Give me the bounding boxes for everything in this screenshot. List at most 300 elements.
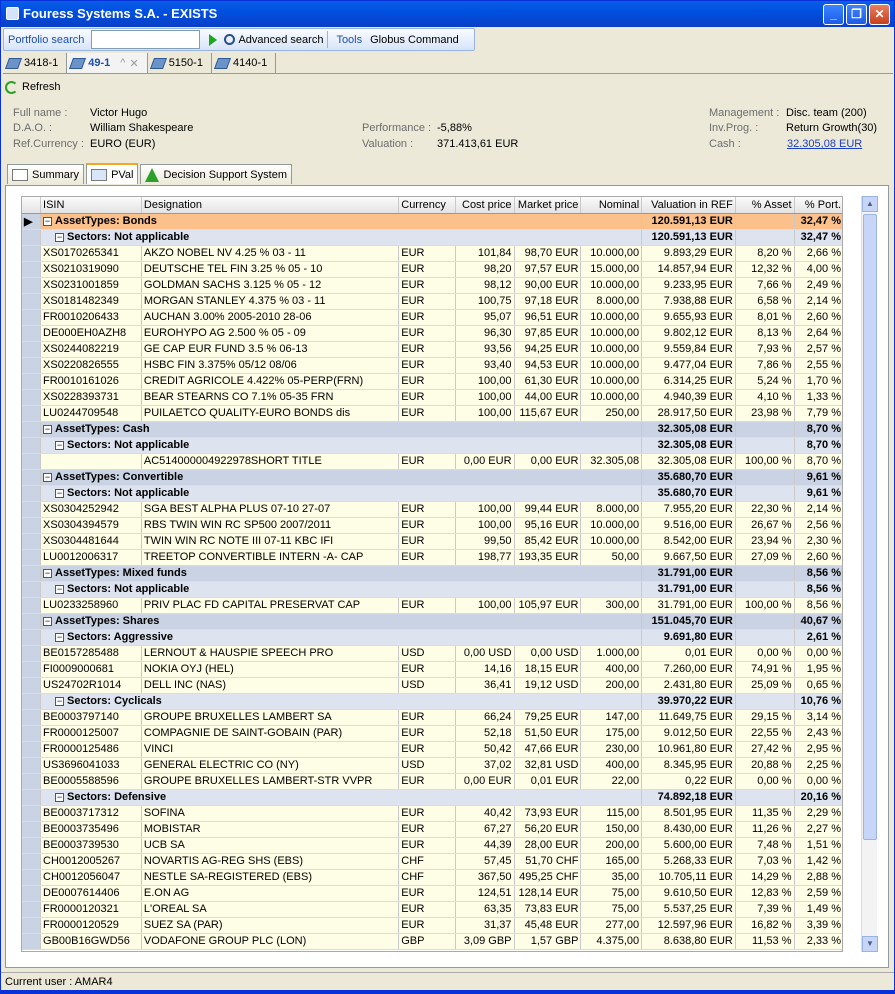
minimize-button[interactable]: _ bbox=[823, 4, 844, 25]
table-cell: 101,84 bbox=[455, 245, 514, 261]
column-header[interactable]: Cost price bbox=[455, 197, 514, 213]
table-cell: 7.260,00 EUR bbox=[642, 661, 736, 677]
refresh-label: Refresh bbox=[22, 81, 61, 93]
row-selector[interactable] bbox=[22, 469, 41, 485]
table-row[interactable] bbox=[22, 677, 843, 693]
group-port-pct: 9,61 % bbox=[794, 469, 843, 485]
table-row[interactable] bbox=[22, 805, 843, 821]
table-row[interactable] bbox=[22, 853, 843, 869]
tab-pval-label: PVal bbox=[111, 168, 134, 181]
group-label: AssetTypes: Mixed funds bbox=[55, 567, 187, 579]
column-header[interactable]: Valuation in REF bbox=[642, 197, 736, 213]
table-row[interactable] bbox=[22, 517, 843, 533]
table-cell: 277,00 bbox=[581, 917, 642, 933]
search-icon bbox=[224, 34, 235, 45]
table-cell: XS0220826555 bbox=[41, 357, 142, 373]
table-cell: EUR bbox=[399, 741, 456, 757]
column-header[interactable]: ISIN bbox=[41, 197, 142, 213]
row-selector[interactable] bbox=[22, 421, 41, 437]
group-asset-pct bbox=[735, 565, 794, 581]
table-cell: 2,57 % bbox=[794, 341, 843, 357]
row-selector[interactable] bbox=[22, 837, 41, 853]
table-cell: 10.705,11 EUR bbox=[642, 869, 736, 885]
table-cell: EUR bbox=[399, 725, 456, 741]
table-cell: FR0000120321 bbox=[41, 901, 142, 917]
table-row[interactable] bbox=[22, 869, 843, 885]
table-cell: 6,58 % bbox=[735, 293, 794, 309]
table-row[interactable] bbox=[22, 901, 843, 917]
collapse-icon[interactable]: − bbox=[56, 487, 63, 498]
row-selector[interactable] bbox=[22, 325, 41, 341]
table-cell: EUR bbox=[399, 453, 456, 469]
group-label-cell bbox=[41, 213, 642, 229]
table-cell: EUR bbox=[399, 341, 456, 357]
table-cell: 57,45 bbox=[455, 853, 514, 869]
table-cell: 44,39 bbox=[455, 837, 514, 853]
positions-table bbox=[22, 197, 843, 950]
table-cell: USD bbox=[399, 677, 456, 693]
column-header[interactable]: Designation bbox=[141, 197, 398, 213]
table-row[interactable] bbox=[22, 725, 843, 741]
table-cell: 1,42 % bbox=[794, 853, 843, 869]
table-row[interactable] bbox=[22, 933, 843, 949]
sector-group-row[interactable] bbox=[22, 437, 843, 453]
close-tab-icon[interactable]: ✕ bbox=[129, 57, 139, 70]
table-cell: 7,48 % bbox=[735, 837, 794, 853]
row-selector[interactable] bbox=[22, 501, 41, 517]
table-cell: XS0304252942 bbox=[41, 501, 142, 517]
collapse-icon[interactable]: − bbox=[44, 615, 51, 626]
table-cell: RBS TWIN WIN RC SP500 2007/2011 bbox=[141, 517, 398, 533]
table-cell: EUR bbox=[399, 389, 456, 405]
table-cell: 31.791,00 EUR bbox=[642, 597, 736, 613]
table-cell: 26,67 % bbox=[735, 517, 794, 533]
row-selector[interactable] bbox=[22, 293, 41, 309]
table-cell: EUR bbox=[399, 373, 456, 389]
table-cell: 10.961,80 EUR bbox=[642, 741, 736, 757]
row-selector[interactable] bbox=[22, 789, 41, 805]
row-selector[interactable] bbox=[22, 725, 41, 741]
table-row[interactable] bbox=[22, 501, 843, 517]
collapse-icon[interactable]: − bbox=[56, 231, 63, 242]
table-cell bbox=[41, 453, 142, 469]
advanced-search-button[interactable]: Advanced search bbox=[238, 33, 324, 46]
table-cell: 105,97 EUR bbox=[514, 597, 581, 613]
table-cell: 2,55 % bbox=[794, 357, 843, 373]
table-cell: 99,44 EUR bbox=[514, 501, 581, 517]
table-cell: 74,91 % bbox=[735, 661, 794, 677]
table-row[interactable] bbox=[22, 357, 843, 373]
sector-group-row[interactable] bbox=[22, 581, 843, 597]
table-cell: 31,37 bbox=[455, 917, 514, 933]
table-cell: 7,79 % bbox=[794, 405, 843, 421]
portfolio-search-label[interactable]: Portfolio search bbox=[8, 33, 85, 46]
table-row[interactable] bbox=[22, 885, 843, 901]
column-header[interactable]: Nominal bbox=[581, 197, 642, 213]
table-cell: 100,00 % bbox=[735, 597, 794, 613]
asset-type-group-row[interactable] bbox=[22, 421, 843, 437]
table-cell: 4.940,39 EUR bbox=[642, 389, 736, 405]
doc-tab-4140-1[interactable] bbox=[212, 53, 276, 73]
table-cell: DE0007614406 bbox=[41, 885, 142, 901]
table-cell: DEUTSCHE TEL FIN 3.25 % 05 - 10 bbox=[141, 261, 398, 277]
vertical-scrollbar[interactable] bbox=[861, 196, 877, 952]
row-selector[interactable] bbox=[22, 597, 41, 613]
globus-command-button[interactable]: Globus Command bbox=[370, 33, 459, 46]
table-cell: MORGAN STANLEY 4.375 % 03 - 11 bbox=[141, 293, 398, 309]
collapse-icon[interactable]: − bbox=[56, 439, 63, 450]
collapse-icon[interactable]: − bbox=[56, 695, 63, 706]
table-row[interactable] bbox=[22, 773, 843, 789]
doc-tab-3418-1[interactable] bbox=[3, 53, 67, 73]
asset-type-group-row[interactable] bbox=[22, 213, 843, 229]
table-cell: 66,24 bbox=[455, 709, 514, 725]
row-selector[interactable] bbox=[22, 437, 41, 453]
row-selector[interactable] bbox=[22, 869, 41, 885]
table-cell: 7.955,20 EUR bbox=[642, 501, 736, 517]
table-cell: 11,35 % bbox=[735, 805, 794, 821]
table-cell: GB00B16GWD56 bbox=[41, 933, 142, 949]
row-selector[interactable] bbox=[22, 565, 41, 581]
table-cell: VINCI bbox=[141, 741, 398, 757]
green-arrow-icon bbox=[145, 168, 159, 182]
table-cell: 5,24 % bbox=[735, 373, 794, 389]
table-cell: EUR bbox=[399, 821, 456, 837]
scroll-down-button[interactable]: ▼ bbox=[862, 936, 878, 952]
table-cell: FI0009000681 bbox=[41, 661, 142, 677]
inv-prog-label: Inv.Prog. : bbox=[709, 122, 759, 134]
row-selector[interactable] bbox=[22, 357, 41, 373]
table-cell: EUR bbox=[399, 517, 456, 533]
column-header[interactable]: Market price bbox=[514, 197, 581, 213]
table-cell: 128,14 EUR bbox=[514, 885, 581, 901]
group-label-cell bbox=[41, 789, 642, 805]
collapse-icon[interactable]: − bbox=[56, 583, 63, 594]
table-row[interactable] bbox=[22, 325, 843, 341]
table-cell: AKZO NOBEL NV 4.25 % 03 - 11 bbox=[141, 245, 398, 261]
row-selector[interactable] bbox=[22, 277, 41, 293]
row-selector[interactable] bbox=[22, 885, 41, 901]
table-cell: 10.000,00 bbox=[581, 277, 642, 293]
table-cell: 96,51 EUR bbox=[514, 309, 581, 325]
view-tabs bbox=[7, 164, 292, 184]
table-cell: 9.893,29 EUR bbox=[642, 245, 736, 261]
table-cell: AUCHAN 3.00% 2005-2010 28-06 bbox=[141, 309, 398, 325]
scroll-thumb[interactable] bbox=[863, 214, 877, 840]
table-cell: 193,35 EUR bbox=[514, 549, 581, 565]
table-cell: CHF bbox=[399, 853, 456, 869]
table-cell: 2,43 % bbox=[794, 725, 843, 741]
table-cell: 100,00 bbox=[455, 517, 514, 533]
row-selector[interactable] bbox=[22, 485, 41, 501]
collapse-icon[interactable]: − bbox=[44, 423, 51, 434]
row-selector[interactable] bbox=[22, 533, 41, 549]
table-cell: SGA BEST ALPHA PLUS 07-10 27-07 bbox=[141, 501, 398, 517]
table-cell: TREETOP CONVERTIBLE INTERN -A- CAP bbox=[141, 549, 398, 565]
collapse-icon[interactable]: − bbox=[56, 631, 63, 642]
row-selector[interactable] bbox=[22, 517, 41, 533]
row-selector[interactable]: ▶ bbox=[22, 213, 41, 229]
table-cell: 22,00 bbox=[581, 773, 642, 789]
table-cell: EUR bbox=[399, 597, 456, 613]
table-cell: 0,00 EUR bbox=[514, 453, 581, 469]
table-cell: 230,00 bbox=[581, 741, 642, 757]
table-cell: 11.649,75 EUR bbox=[642, 709, 736, 725]
row-selector[interactable] bbox=[22, 933, 41, 949]
table-cell: 50,42 bbox=[455, 741, 514, 757]
group-label-cell bbox=[41, 693, 642, 709]
table-cell: UCB SA bbox=[141, 837, 398, 853]
table-cell: EUR bbox=[399, 773, 456, 789]
table-cell: 40,42 bbox=[455, 805, 514, 821]
table-row[interactable] bbox=[22, 261, 843, 277]
doc-tab-49-1[interactable] bbox=[67, 53, 147, 73]
row-selector[interactable] bbox=[22, 453, 41, 469]
row-selector[interactable] bbox=[22, 581, 41, 597]
table-cell: 10.000,00 bbox=[581, 373, 642, 389]
row-selector[interactable] bbox=[22, 741, 41, 757]
sector-group-row[interactable] bbox=[22, 229, 843, 245]
table-cell: 5.537,25 EUR bbox=[642, 901, 736, 917]
asset-type-group-row[interactable] bbox=[22, 613, 843, 629]
table-cell: 75,00 bbox=[581, 901, 642, 917]
row-selector[interactable] bbox=[22, 773, 41, 789]
row-selector[interactable] bbox=[22, 229, 41, 245]
table-cell: DE000EH0AZH8 bbox=[41, 325, 142, 341]
table-cell: 90,00 EUR bbox=[514, 277, 581, 293]
row-selector[interactable] bbox=[22, 693, 41, 709]
row-selector[interactable] bbox=[22, 821, 41, 837]
table-cell: 10.000,00 bbox=[581, 325, 642, 341]
row-selector[interactable] bbox=[22, 757, 41, 773]
table-row[interactable] bbox=[22, 757, 843, 773]
table-row[interactable] bbox=[22, 533, 843, 549]
table-row[interactable] bbox=[22, 741, 843, 757]
row-selector[interactable] bbox=[22, 389, 41, 405]
table-cell: 20,88 % bbox=[735, 757, 794, 773]
table-cell: 2,49 % bbox=[794, 277, 843, 293]
tab-summary[interactable] bbox=[7, 164, 84, 184]
table-cell: 22,30 % bbox=[735, 501, 794, 517]
sector-group-row[interactable] bbox=[22, 485, 843, 501]
table-cell: 61,30 EUR bbox=[514, 373, 581, 389]
table-cell: 2,59 % bbox=[794, 885, 843, 901]
table-cell: 14,16 bbox=[455, 661, 514, 677]
table-cell: NESTLE SA-REGISTERED (EBS) bbox=[141, 869, 398, 885]
table-cell: 93,40 bbox=[455, 357, 514, 373]
row-selector[interactable] bbox=[22, 309, 41, 325]
table-row[interactable] bbox=[22, 389, 843, 405]
column-header[interactable]: % Port. bbox=[794, 197, 843, 213]
row-selector[interactable] bbox=[22, 709, 41, 725]
group-valuation: 32.305,08 EUR bbox=[642, 437, 736, 453]
table-icon bbox=[91, 169, 107, 181]
table-row[interactable] bbox=[22, 405, 843, 421]
toolbar bbox=[3, 28, 475, 51]
table-row[interactable] bbox=[22, 293, 843, 309]
table-row[interactable] bbox=[22, 661, 843, 677]
cash-link[interactable]: 32.305,08 EUR bbox=[787, 138, 863, 150]
table-cell: 1,51 % bbox=[794, 837, 843, 853]
table-row[interactable] bbox=[22, 245, 843, 261]
table-cell: 100,00 % bbox=[735, 453, 794, 469]
table-cell: FR0000120529 bbox=[41, 917, 142, 933]
cash-label: Cash : bbox=[709, 138, 741, 150]
table-cell: 7,93 % bbox=[735, 341, 794, 357]
row-selector[interactable] bbox=[22, 853, 41, 869]
row-selector[interactable] bbox=[22, 805, 41, 821]
group-port-pct: 20,16 % bbox=[794, 789, 843, 805]
row-selector[interactable] bbox=[22, 613, 41, 629]
table-cell: CH0012005267 bbox=[41, 853, 142, 869]
close-button[interactable]: ✕ bbox=[869, 4, 890, 25]
table-cell: PRIV PLAC FD CAPITAL PRESERVAT CAP bbox=[141, 597, 398, 613]
table-row[interactable] bbox=[22, 549, 843, 565]
tab-pval[interactable] bbox=[86, 163, 138, 184]
row-selector[interactable] bbox=[22, 645, 41, 661]
maximize-button[interactable]: ❐ bbox=[846, 4, 867, 25]
table-cell: 2,25 % bbox=[794, 757, 843, 773]
tools-menu[interactable]: Tools bbox=[336, 33, 363, 46]
table-cell: GE CAP EUR FUND 3.5 % 06-13 bbox=[141, 341, 398, 357]
asset-type-group-row[interactable] bbox=[22, 469, 843, 485]
table-row[interactable] bbox=[22, 709, 843, 725]
collapse-icon[interactable]: − bbox=[44, 567, 51, 578]
table-cell: BE0003735496 bbox=[41, 821, 142, 837]
row-selector-header bbox=[22, 197, 41, 213]
group-valuation: 39.970,22 EUR bbox=[642, 693, 736, 709]
table-row[interactable] bbox=[22, 341, 843, 357]
row-selector[interactable] bbox=[22, 245, 41, 261]
table-cell: 4,10 % bbox=[735, 389, 794, 405]
group-valuation: 35.680,70 EUR bbox=[642, 469, 736, 485]
sector-group-row[interactable] bbox=[22, 629, 843, 645]
row-selector[interactable] bbox=[22, 661, 41, 677]
table-cell: 2,60 % bbox=[794, 549, 843, 565]
asset-type-group-row[interactable] bbox=[22, 565, 843, 581]
table-row[interactable] bbox=[22, 277, 843, 293]
table-cell: 0,00 % bbox=[735, 645, 794, 661]
refresh-button[interactable] bbox=[5, 78, 61, 96]
table-cell: 198,77 bbox=[455, 549, 514, 565]
row-selector[interactable] bbox=[22, 677, 41, 693]
table-cell: 0,00 EUR bbox=[455, 453, 514, 469]
table-cell: 12,32 % bbox=[735, 261, 794, 277]
table-cell: 2.431,80 EUR bbox=[642, 677, 736, 693]
table-cell: 100,00 bbox=[455, 373, 514, 389]
table-cell: 2,56 % bbox=[794, 517, 843, 533]
row-selector[interactable] bbox=[22, 341, 41, 357]
table-cell: 52,18 bbox=[455, 725, 514, 741]
table-cell: 4,00 % bbox=[794, 261, 843, 277]
collapse-icon[interactable]: − bbox=[44, 215, 51, 226]
row-selector[interactable] bbox=[22, 917, 41, 933]
table-cell: 97,85 EUR bbox=[514, 325, 581, 341]
table-cell: EUR bbox=[399, 309, 456, 325]
table-cell: 56,20 EUR bbox=[514, 821, 581, 837]
row-selector[interactable] bbox=[22, 549, 41, 565]
group-label: Sectors: Aggressive bbox=[67, 631, 173, 643]
table-cell: 10.000,00 bbox=[581, 517, 642, 533]
table-cell: 99,50 bbox=[455, 533, 514, 549]
go-icon[interactable] bbox=[209, 34, 217, 46]
row-selector[interactable] bbox=[22, 261, 41, 277]
table-cell: 400,00 bbox=[581, 661, 642, 677]
row-selector[interactable] bbox=[22, 405, 41, 421]
pval-panel bbox=[5, 185, 889, 968]
table-cell: 35,00 bbox=[581, 869, 642, 885]
table-cell: 250,00 bbox=[581, 405, 642, 421]
table-cell: 25,09 % bbox=[735, 677, 794, 693]
table-cell: 5.600,00 EUR bbox=[642, 837, 736, 853]
table-cell: 73,93 EUR bbox=[514, 805, 581, 821]
table-cell: 3,14 % bbox=[794, 709, 843, 725]
table-cell: FR0010206433 bbox=[41, 309, 142, 325]
caret-up-icon[interactable]: ^ bbox=[120, 57, 126, 69]
sector-group-row[interactable] bbox=[22, 789, 843, 805]
table-row[interactable] bbox=[22, 453, 843, 469]
table-row[interactable] bbox=[22, 309, 843, 325]
tab-decision-support-system[interactable] bbox=[140, 164, 292, 184]
table-cell: FR0000125486 bbox=[41, 741, 142, 757]
table-row[interactable] bbox=[22, 597, 843, 613]
table-cell: 115,00 bbox=[581, 805, 642, 821]
group-asset-pct bbox=[735, 629, 794, 645]
table-cell: 9.559,84 EUR bbox=[642, 341, 736, 357]
table-cell: 98,12 bbox=[455, 277, 514, 293]
table-row[interactable] bbox=[22, 645, 843, 661]
table-cell: 3,39 % bbox=[794, 917, 843, 933]
group-port-pct: 32,47 % bbox=[794, 213, 843, 229]
scroll-up-button[interactable]: ▲ bbox=[862, 196, 878, 212]
dao-label: D.A.O. : bbox=[13, 122, 53, 134]
row-selector[interactable] bbox=[22, 901, 41, 917]
collapse-icon[interactable]: − bbox=[56, 791, 63, 802]
table-cell: 2,66 % bbox=[794, 245, 843, 261]
table-cell: 95,16 EUR bbox=[514, 517, 581, 533]
table-row[interactable] bbox=[22, 837, 843, 853]
group-label-cell bbox=[41, 629, 642, 645]
doc-tab-label: 49-1 bbox=[88, 57, 111, 69]
table-cell: EUR bbox=[399, 277, 456, 293]
table-cell: 10.000,00 bbox=[581, 309, 642, 325]
table-row[interactable] bbox=[22, 821, 843, 837]
collapse-icon[interactable]: − bbox=[44, 471, 51, 482]
portfolio-search-input[interactable] bbox=[91, 30, 200, 49]
table-cell: EUR bbox=[399, 405, 456, 421]
sector-group-row[interactable] bbox=[22, 693, 843, 709]
table-cell: 15.000,00 bbox=[581, 261, 642, 277]
table-row[interactable] bbox=[22, 917, 843, 933]
table-cell: 0,00 % bbox=[735, 773, 794, 789]
table-cell: EUROHYPO AG 2.500 % 05 - 09 bbox=[141, 325, 398, 341]
table-cell: 175,00 bbox=[581, 725, 642, 741]
row-selector[interactable] bbox=[22, 373, 41, 389]
table-cell: 10.000,00 bbox=[581, 389, 642, 405]
column-header[interactable]: Currency bbox=[399, 197, 456, 213]
column-header[interactable]: % Asset bbox=[735, 197, 794, 213]
table-cell: 2,88 % bbox=[794, 869, 843, 885]
doc-tab-5150-1[interactable] bbox=[148, 53, 212, 73]
row-selector[interactable] bbox=[22, 629, 41, 645]
table-cell: 7.938,88 EUR bbox=[642, 293, 736, 309]
table-cell: 9.516,00 EUR bbox=[642, 517, 736, 533]
group-valuation: 31.791,00 EUR bbox=[642, 581, 736, 597]
table-row[interactable] bbox=[22, 373, 843, 389]
table-cell: 9.610,50 EUR bbox=[642, 885, 736, 901]
full-name-value: Victor Hugo bbox=[90, 107, 148, 119]
table-cell: 94,25 EUR bbox=[514, 341, 581, 357]
